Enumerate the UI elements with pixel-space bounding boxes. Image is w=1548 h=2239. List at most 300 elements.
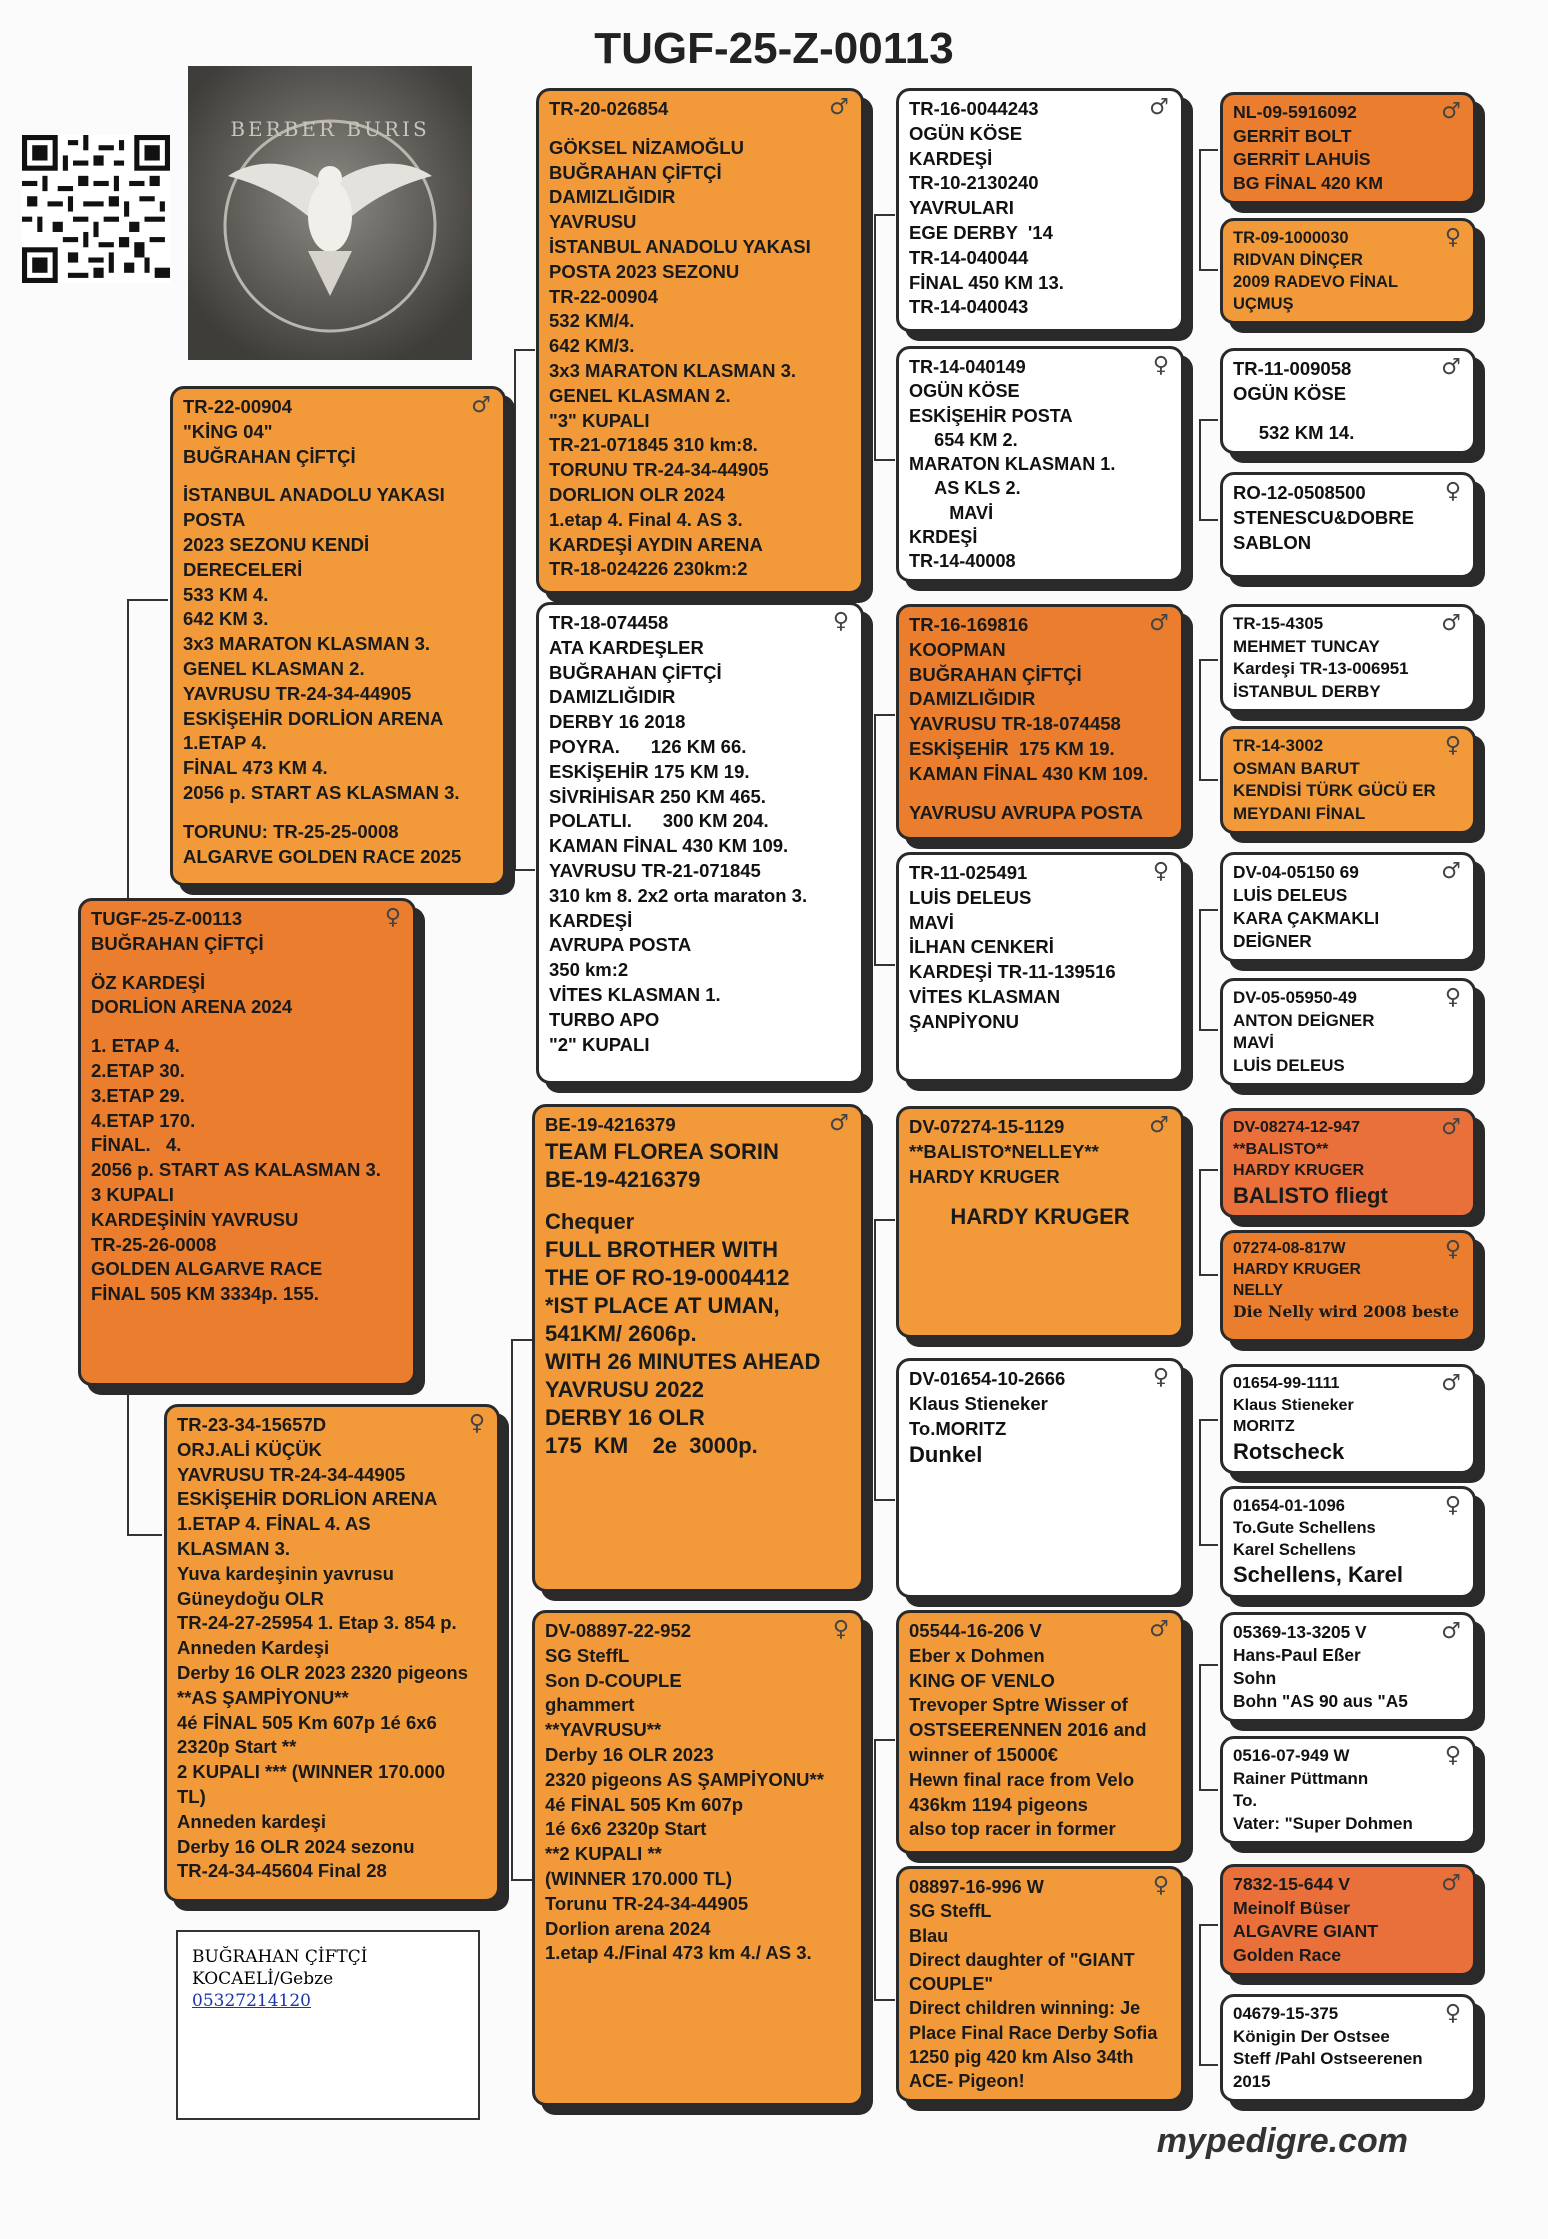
pedigree-line: MARATON KLASMAN 1. xyxy=(909,454,1116,474)
pedigree-line: ESKİŞEHİR DORLİON ARENA xyxy=(183,707,444,729)
female-symbol-icon: ♀ xyxy=(1444,1743,1461,1768)
ring-number: DV-08274-12-947 xyxy=(1233,1118,1361,1136)
pedigree-line xyxy=(91,1020,403,1034)
pedigree-line: BUĞRAHAN ÇİFTÇİ xyxy=(549,161,722,183)
pedigree-line: GÖKSEL NİZAMOĞLU xyxy=(549,136,744,158)
ring-number: TR-11-009058 xyxy=(1233,358,1352,379)
pedigree-line xyxy=(1233,407,1463,421)
qr-code-icon xyxy=(22,135,170,283)
pedigree-line: MAVİ xyxy=(909,911,954,933)
pedigree-line: YAVRUSU TR-24-34-44905 xyxy=(177,1463,406,1485)
pedigree-box-g6[interactable] xyxy=(1220,726,1476,834)
pedigree-line: 350 km:2 xyxy=(549,959,629,981)
pedigree-line: HARDY KRUGER xyxy=(909,1165,1060,1187)
pedigree-line: BUĞRAHAN ÇİFTÇİ xyxy=(909,663,1082,685)
pedigree-line: ORJ.ALİ KÜÇÜK xyxy=(177,1438,322,1460)
pedigree-line: Derby 16 OLR 2023 2320 pigeons xyxy=(177,1661,468,1683)
pedigree-line: 532 KM/4. xyxy=(549,310,635,332)
pedigree-line: 1.ETAP 4. FİNAL 4. AS xyxy=(177,1513,371,1535)
pedigree-line: 2320 pigeons AS ŞAMPİYONU** xyxy=(545,1768,824,1790)
pedigree-line: POSTA 2023 SEZONU xyxy=(549,260,740,282)
ring-number: RO-12-0508500 xyxy=(1233,482,1366,503)
pedigree-line: BUĞRAHAN ÇİFTÇİ xyxy=(549,661,722,683)
pedigree-box-dd[interactable] xyxy=(532,1610,864,2106)
pedigree-line: KENDİSİ TÜRK GÜCÜ ER xyxy=(1233,781,1436,801)
female-symbol-icon: ♀ xyxy=(1444,1237,1461,1262)
pedigree-line: Karel Schellens xyxy=(1233,1541,1356,1560)
pedigree-line: 1. ETAP 4. xyxy=(91,1035,180,1057)
pedigree-line: 2015 xyxy=(1233,2071,1271,2091)
ring-number: 08897-16-996 W xyxy=(909,1877,1044,1897)
pedigree-line: İSTANBUL DERBY xyxy=(1233,681,1381,701)
ring-number: NL-09-5916092 xyxy=(1233,102,1357,122)
pedigree-line: 2 KUPALI *** (WINNER 170.000 xyxy=(177,1761,445,1783)
pedigree-line xyxy=(91,957,403,971)
female-symbol-icon: ♀ xyxy=(384,905,401,930)
pedigree-line: HARDY KRUGER xyxy=(1233,1260,1361,1278)
pedigree-line: Anneden kardeşi xyxy=(177,1810,327,1832)
pedigree-box-g5[interactable] xyxy=(1220,604,1476,712)
pedigree-line: Son D-COUPLE xyxy=(545,1669,682,1691)
ring-number: 7832-15-644 V xyxy=(1233,1874,1351,1894)
pedigree-line: FİNAL. 4. xyxy=(91,1134,182,1156)
pedigree-box-g9[interactable] xyxy=(1220,1108,1476,1218)
pedigree-line: Dunkel xyxy=(909,1442,983,1468)
pedigree-line: BUĞRAHAN ÇİFTÇİ xyxy=(91,932,264,954)
pedigree-line: KRDEŞİ xyxy=(909,526,978,547)
pedigree-line: To.Gute Schellens xyxy=(1233,1519,1376,1538)
pedigree-box-g2[interactable] xyxy=(1220,218,1476,324)
pedigree-line: also top racer in former xyxy=(909,1818,1116,1840)
pedigree-line: VİTES KLASMAN xyxy=(909,985,1061,1007)
connector-subject-dam xyxy=(128,1380,162,1535)
pedigree-line: 642 KM 3. xyxy=(183,608,269,630)
female-symbol-icon: ♀ xyxy=(1152,859,1169,884)
pedigree-line: "KİNG 04" xyxy=(183,420,273,442)
ring-number: DV-01654-10-2666 xyxy=(909,1368,1066,1389)
pedigree-line: To.MORITZ xyxy=(909,1417,1007,1439)
pedigree-line: İSTANBUL ANADOLU YAKASI xyxy=(549,235,811,257)
connector-g1-g2 xyxy=(1200,150,1218,270)
male-symbol-icon: ♂ xyxy=(1441,1619,1461,1644)
pedigree-line: Meinolf Büser xyxy=(1233,1897,1350,1918)
pedigree-line: 3x3 MARATON KLASMAN 3. xyxy=(183,633,431,655)
pedigree-line: YAVRUSU 2022 xyxy=(545,1376,704,1402)
pedigree-line: TORUNU: TR-25-25-0008 xyxy=(183,820,399,842)
pedigree-line: DORLİON ARENA 2024 xyxy=(91,996,293,1018)
pedigree-line: TEAM FLOREA SORIN xyxy=(545,1138,779,1164)
pedigree-line: BG FİNAL 420 KM xyxy=(1233,173,1384,194)
ring-number: TR-11-025491 xyxy=(909,862,1028,883)
male-symbol-icon: ♂ xyxy=(1441,1115,1461,1140)
connector-g3-g4 xyxy=(1200,420,1218,520)
pedigree-line: TR-24-27-25954 1. Etap 3. 854 p. xyxy=(177,1612,457,1634)
ring-number: TR-16-0044243 xyxy=(909,98,1039,119)
pedigree-line: OGÜN KÖSE xyxy=(909,381,1020,402)
pedigree-line: *IST PLACE AT UMAN, xyxy=(545,1292,780,1318)
pedigree-line: SABLON xyxy=(1233,531,1312,553)
pedigree-line: YAVRULARI xyxy=(909,197,1014,219)
pedigree-line: DAMIZLIĞIDIR xyxy=(549,186,676,208)
pedigree-line: DEİGNER xyxy=(1233,931,1312,952)
pedigree-line: TR-22-00904 xyxy=(549,285,659,307)
pedigree-line xyxy=(545,1194,851,1208)
ring-number: TR-14-3002 xyxy=(1233,736,1324,755)
pedigree-line: 4.ETAP 170. xyxy=(91,1109,196,1131)
pedigree-box-sire[interactable] xyxy=(170,386,506,886)
pedigree-box-sss[interactable] xyxy=(896,88,1184,332)
pedigree-line: ghammert xyxy=(545,1694,635,1716)
female-symbol-icon: ♀ xyxy=(1152,1873,1169,1898)
ring-number: 05544-16-206 V xyxy=(909,1620,1042,1641)
pedigree-line: AVRUPA POSTA xyxy=(549,934,692,956)
pedigree-box-g7[interactable] xyxy=(1220,852,1476,962)
pedigree-line: OGÜN KÖSE xyxy=(909,122,1023,144)
pedigree-box-g13[interactable] xyxy=(1220,1612,1476,1722)
ring-number: TR-23-34-15657D xyxy=(177,1414,327,1435)
female-symbol-icon: ♀ xyxy=(1444,985,1461,1010)
pedigree-line: 2009 RADEVO FİNAL xyxy=(1233,273,1399,292)
pedigree-line: DORLION OLR 2024 xyxy=(549,483,725,505)
pedigree-line: **YAVRUSU** xyxy=(545,1719,662,1741)
pedigree-line: 3 KUPALI xyxy=(91,1183,174,1205)
pedigree-line: SİVRİHİSAR 250 KM 465. xyxy=(549,785,766,807)
pedigree-box-g15[interactable] xyxy=(1220,1864,1476,1976)
pedigree-line: Golden Race xyxy=(1233,1945,1342,1966)
ring-number: DV-08897-22-952 xyxy=(545,1620,692,1641)
pedigree-line: TORUNU TR-24-34-44905 xyxy=(549,459,769,481)
ring-number: TR-14-040149 xyxy=(909,357,1026,377)
pedigree-line: 1250 pig 420 km Also 34th xyxy=(909,2046,1134,2067)
male-symbol-icon: ♂ xyxy=(1441,355,1461,380)
eagle-emblem-icon xyxy=(188,66,472,360)
pedigree-box-sdd[interactable] xyxy=(896,852,1184,1082)
ring-number: 04679-15-375 xyxy=(1233,2004,1339,2023)
pedigree-line: YAVRUSU TR-24-34-44905 xyxy=(183,682,412,704)
pedigree-box-g4[interactable] xyxy=(1220,472,1476,578)
female-symbol-icon: ♀ xyxy=(832,1617,849,1642)
connector-dam-dd xyxy=(512,1535,532,1880)
pedigree-line: winner of 15000€ xyxy=(909,1743,1059,1765)
pedigree-line: 3.ETAP 29. xyxy=(91,1084,185,1106)
ring-number: TR-20-026854 xyxy=(549,98,669,119)
brand-logo[interactable]: mypedigre.com xyxy=(1156,2122,1408,2160)
pedigree-line: STENESCU&DOBRE xyxy=(1233,506,1414,528)
pedigree-box-g16[interactable] xyxy=(1220,1994,1476,2102)
female-symbol-icon: ♀ xyxy=(832,609,849,634)
pedigree-line: GOLDEN ALGARVE RACE xyxy=(91,1258,323,1280)
pedigree-line: LUİS DELEUS xyxy=(1233,1055,1345,1075)
pedigree-line: Chequer xyxy=(545,1208,635,1234)
pedigree-line: OSTSEERENNEN 2016 and xyxy=(909,1719,1147,1741)
pedigree-line: TR-14-40008 xyxy=(909,551,1016,571)
male-symbol-icon: ♂ xyxy=(829,1111,849,1136)
ring-number: TUGF-25-Z-00113 xyxy=(91,908,243,929)
pedigree-line: 310 km 8. 2x2 orta maraton 3. xyxy=(549,884,808,906)
pedigree-line: 436km 1194 pigeons xyxy=(909,1793,1088,1815)
pedigree-line: Die Nelly wird 2008 beste xyxy=(1233,1301,1460,1321)
ring-number: DV-04-05150 69 xyxy=(1233,862,1359,882)
connector-g5-g6 xyxy=(1200,660,1218,780)
pedigree-line: NELLY xyxy=(1233,1281,1283,1299)
pedigree-line: HARDY KRUGER xyxy=(1233,1161,1365,1179)
pedigree-box-ss[interactable] xyxy=(536,88,864,594)
male-symbol-icon: ♂ xyxy=(829,95,849,120)
pedigree-box-dss[interactable] xyxy=(896,1106,1184,1338)
pedigree-line: TURBO APO xyxy=(549,1008,660,1030)
pedigree-line: YAVRUSU xyxy=(549,211,637,233)
pedigree-line: WITH 26 MINUTES AHEAD xyxy=(545,1348,821,1374)
pedigree-line: TL) xyxy=(177,1785,206,1807)
pedigree-line: KARA ÇAKMAKLI xyxy=(1233,908,1380,929)
logo-text: BERBER BURIS xyxy=(230,117,430,141)
pedigree-line: SG SteffL xyxy=(545,1644,630,1666)
male-symbol-icon: ♂ xyxy=(1441,611,1461,636)
pedigree-line: İLHAN CENKERİ xyxy=(909,936,1054,958)
pedigree-line: FİNAL 505 KM 3334p. 155. xyxy=(91,1283,319,1305)
pedigree-line: Güneydoğu OLR xyxy=(177,1587,324,1609)
pedigree-line: Klaus Stieneker xyxy=(909,1392,1048,1414)
pedigree-box-ds[interactable] xyxy=(532,1104,864,1592)
pedigree-line: TR-14-040043 xyxy=(909,296,1029,318)
pedigree-line: 642 KM/3. xyxy=(549,335,635,357)
female-symbol-icon: ♀ xyxy=(468,1411,485,1436)
pedigree-line: Steff /Pahl Ostseerenen xyxy=(1233,2049,1423,2069)
ring-number: 05369-13-3205 V xyxy=(1233,1622,1367,1642)
pedigree-line xyxy=(183,806,493,820)
male-symbol-icon: ♂ xyxy=(1149,611,1169,636)
pedigree-line: 3x3 MARATON KLASMAN 3. xyxy=(549,359,797,381)
pedigree-line: ACE- Pigeon! xyxy=(909,2071,1025,2091)
pedigree-line: BE-19-4216379 xyxy=(545,1166,701,1192)
pedigree-line: TR-21-071845 310 km:8. xyxy=(549,434,758,456)
pedigree-line: POYRA. 126 KM 66. xyxy=(549,735,747,757)
ring-number: TR-22-00904 xyxy=(183,396,293,417)
pedigree-line: Anneden Kardeşi xyxy=(177,1637,330,1659)
pedigree-line: RIDVAN DİNÇER xyxy=(1233,251,1363,270)
pedigree-line: "2" KUPALI xyxy=(549,1033,650,1055)
pedigree-line: 1.ETAP 4. xyxy=(183,732,267,754)
pedigree-line xyxy=(909,1189,1171,1203)
pedigree-line: DERBY 16 2018 xyxy=(549,711,686,733)
pedigree-line: (WINNER 170.000 TL) xyxy=(545,1867,733,1889)
female-symbol-icon: ♀ xyxy=(1152,353,1169,378)
pedigree-line: 541KM/ 2606p. xyxy=(545,1320,697,1346)
pedigree-line: 2056 p. START AS KLASMAN 3. xyxy=(183,781,460,803)
male-symbol-icon: ♂ xyxy=(1149,95,1169,120)
pedigree-line: Bohn "AS 90 aus "A5 xyxy=(1233,1691,1408,1712)
pedigree-line: Kardeşi TR-13-006951 xyxy=(1233,659,1409,679)
pedigree-line: KARDEŞİ AYDIN ARENA xyxy=(549,533,763,555)
pedigree-line: LUİS DELEUS xyxy=(1233,885,1348,906)
female-symbol-icon: ♀ xyxy=(1444,479,1461,504)
pedigree-title: TUGF-25-Z-00113 xyxy=(594,24,954,73)
connector-ds-children xyxy=(875,1220,895,1500)
pedigree-line: ANTON DEİGNER xyxy=(1233,1010,1375,1030)
pedigree-line: MEYDANI FİNAL xyxy=(1233,803,1366,823)
ring-number: BE-19-4216379 xyxy=(545,1114,676,1135)
connector-sire-sd xyxy=(515,630,535,870)
pedigree-line: POSTA xyxy=(183,509,246,531)
pedigree-line: FİNAL 473 KM 4. xyxy=(183,757,328,779)
female-symbol-icon: ♀ xyxy=(1444,733,1461,758)
pedigree-box-g3[interactable] xyxy=(1220,348,1476,454)
pedigree-line: YAVRUSU TR-18-074458 xyxy=(909,713,1121,735)
pedigree-line: FİNAL 450 KM 13. xyxy=(909,271,1064,293)
pedigree-line: Rotscheck xyxy=(1233,1438,1345,1464)
pedigree-line: KAMAN FİNAL 430 KM 109. xyxy=(549,835,789,857)
pedigree-box-g11[interactable] xyxy=(1220,1364,1476,1474)
pedigree-line: SG SteffL xyxy=(909,1901,992,1922)
pedigree-line: GERRİT BOLT xyxy=(1233,125,1352,146)
ring-number: DV-05-05950-49 xyxy=(1233,988,1357,1007)
pedigree-line: ATA KARDEŞLER xyxy=(549,636,704,658)
pedigree-line: DERBY 16 OLR xyxy=(545,1404,705,1430)
connector-sd-children xyxy=(875,715,895,965)
pedigree-line: Hans-Paul Eßer xyxy=(1233,1645,1361,1666)
pedigree-box-g12[interactable] xyxy=(1220,1486,1476,1598)
pedigree-line: YAVRUSU AVRUPA POSTA xyxy=(909,801,1144,823)
qr-code[interactable] xyxy=(22,135,170,283)
ring-number: TR-16-169816 xyxy=(909,614,1029,635)
pedigree-line: Vater: "Super Dohmen xyxy=(1233,1813,1413,1833)
owner-city: KOCAELİ/Gebze xyxy=(192,1969,334,1989)
pedigree-line: OGÜN KÖSE xyxy=(1233,382,1347,404)
ring-number: TR-18-074458 xyxy=(549,612,669,633)
pedigree-line xyxy=(909,787,1171,801)
pedigree-line: Torunu TR-24-34-44905 xyxy=(545,1892,749,1914)
pedigree-box-ddd[interactable] xyxy=(896,1866,1184,2102)
pedigree-line: KARDEŞİ xyxy=(549,909,633,931)
pedigree-box-g14[interactable] xyxy=(1220,1736,1476,1844)
pedigree-line: BUĞRAHAN ÇİFTÇİ xyxy=(183,445,356,467)
male-symbol-icon: ♂ xyxy=(1441,1871,1461,1896)
pedigree-line: Yuva kardeşinin yavrusu xyxy=(177,1562,394,1584)
pedigree-line: ALGARVE GOLDEN RACE 2025 xyxy=(183,845,462,867)
pedigree-box-g1[interactable] xyxy=(1220,92,1476,204)
connector-sire-ss xyxy=(515,350,535,630)
pedigree-line: 4é FİNAL 505 Km 607p 1é 6x6 xyxy=(177,1711,437,1733)
pedigree-line: OSMAN BARUT xyxy=(1233,758,1360,778)
pedigree-box-dds[interactable] xyxy=(896,1610,1184,1854)
connector-ss-children xyxy=(875,215,895,460)
male-symbol-icon: ♂ xyxy=(1441,859,1461,884)
pedigree-line: Schellens, Karel xyxy=(1233,1562,1403,1588)
pedigree-line: ESKİŞEHİR 175 KM 19. xyxy=(909,737,1115,759)
pedigree-line: 2.ETAP 30. xyxy=(91,1059,185,1081)
pedigree-line: TR-25-26-0008 xyxy=(91,1233,217,1255)
pedigree-line: Derby 16 OLR 2024 sezonu xyxy=(177,1835,415,1857)
pedigree-line: 1é 6x6 2320p Start xyxy=(545,1818,707,1840)
pedigree-line: GENEL KLASMAN 2. xyxy=(183,657,365,679)
pedigree-line: ÖZ KARDEŞİ xyxy=(91,971,206,993)
pedigree-line: ALGAVRE GIANT xyxy=(1233,1921,1379,1942)
male-symbol-icon: ♂ xyxy=(1149,1113,1169,1138)
pedigree-line: AS KLS 2. xyxy=(909,478,1021,499)
owner-name: BUĞRAHAN ÇİFTÇİ xyxy=(192,1947,368,1967)
pedigree-line: BALISTO fliegt xyxy=(1233,1182,1388,1208)
owner-card xyxy=(176,1930,480,2120)
pedigree-line: KARDEŞİ TR-11-139516 xyxy=(909,961,1116,983)
pedigree-line: TR-10-2130240 xyxy=(909,172,1039,194)
pedigree-line: İSTANBUL ANADOLU YAKASI xyxy=(183,484,445,506)
connector-subject-sire xyxy=(128,600,168,900)
pedigree-line: MORITZ xyxy=(1233,1417,1295,1435)
pedigree-line: KARDEŞİ xyxy=(909,147,993,169)
pedigree-line: GERRİT LAHUİS xyxy=(1233,149,1371,170)
pedigree-line: **BALISTO** xyxy=(1233,1139,1329,1158)
pedigree-line: 2056 p. START AS KALASMAN 3. xyxy=(91,1159,381,1181)
ring-number: TR-15-4305 xyxy=(1233,614,1324,633)
pedigree-line: **BALISTO*NELLEY** xyxy=(909,1140,1099,1162)
pedigree-line: UÇMUŞ xyxy=(1233,295,1294,314)
pedigree-line: 2320p Start ** xyxy=(177,1736,297,1758)
ring-number: 01654-99-1111 xyxy=(1233,1374,1340,1392)
pedigree-box-subject[interactable] xyxy=(78,898,416,1386)
pedigree-box-g8[interactable] xyxy=(1220,978,1476,1086)
pedigree-line: MAVİ xyxy=(909,502,994,523)
pedigree-line: Derby 16 OLR 2023 xyxy=(545,1743,714,1765)
male-symbol-icon: ♂ xyxy=(471,393,491,418)
pedigree-box-sds[interactable] xyxy=(896,604,1184,840)
pedigree-line: 4é FİNAL 505 Km 607p xyxy=(545,1793,744,1815)
pedigree-line: 175 KM 2e 3000p. xyxy=(545,1432,758,1458)
pedigree-line: TR-18-024226 230km:2 xyxy=(549,558,748,580)
pedigree-line: DAMIZLIĞIDIR xyxy=(909,688,1036,710)
pedigree-line: MEHMET TUNCAY xyxy=(1233,636,1380,656)
pedigree-line: THE OF RO-19-0004412 xyxy=(545,1264,790,1290)
female-symbol-icon: ♀ xyxy=(1444,1493,1461,1518)
pedigree-line: Direct children winning: Je xyxy=(909,1998,1141,2019)
pedigree-box-dsd[interactable] xyxy=(896,1358,1184,1598)
female-symbol-icon: ♀ xyxy=(1444,2001,1461,2026)
pedigree-line: Königin Der Ostsee xyxy=(1233,2026,1390,2046)
pedigree-line: DAMIZLIĞIDIR xyxy=(549,686,676,708)
male-symbol-icon: ♂ xyxy=(1149,1617,1169,1642)
pedigree-box-sd[interactable] xyxy=(536,602,864,1084)
ring-number: 01654-01-1096 xyxy=(1233,1497,1345,1515)
pedigree-line: Eber x Dohmen xyxy=(909,1644,1045,1666)
pedigree-line: To. xyxy=(1233,1791,1258,1811)
pedigree-line: **2 KUPALI ** xyxy=(545,1843,662,1865)
pedigree-line: KARDEŞİNİN YAVRUSU xyxy=(91,1208,299,1230)
pedigree-line: Klaus Stieneker xyxy=(1233,1395,1354,1414)
pedigree-box-g10[interactable] xyxy=(1220,1230,1476,1342)
pedigree-box-ssd[interactable] xyxy=(896,346,1184,582)
connector-g11-g12 xyxy=(1200,1420,1218,1545)
pedigree-line: TR-14-040044 xyxy=(909,246,1029,268)
pedigree-line: Dorlion arena 2024 xyxy=(545,1917,711,1939)
pedigree-line: HARDY KRUGER xyxy=(950,1204,1130,1230)
pedigree-line: COUPLE" xyxy=(909,1974,993,1994)
pedigree-line xyxy=(549,122,851,136)
female-symbol-icon: ♀ xyxy=(1444,225,1461,250)
pedigree-line: VİTES KLASMAN 1. xyxy=(549,983,721,1005)
pedigree-box-dam[interactable] xyxy=(164,1404,500,1902)
pedigree-line: ESKİŞEHİR POSTA xyxy=(909,405,1073,426)
pedigree-line: GENEL KLASMAN 2. xyxy=(549,384,731,406)
loft-logo-photo xyxy=(188,66,472,360)
pedigree-line: 533 KM 4. xyxy=(183,583,269,605)
ring-number: DV-07274-15-1129 xyxy=(909,1116,1065,1137)
pedigree-line: KOOPMAN xyxy=(909,638,1006,660)
pedigree-line: Trevoper Sptre Wisser of xyxy=(909,1694,1128,1716)
owner-phone-link[interactable]: 05327214120 xyxy=(192,1991,311,2011)
female-symbol-icon: ♀ xyxy=(1152,1365,1169,1390)
pedigree-line: LUİS DELEUS xyxy=(909,886,1032,908)
pedigree-line: 532 KM 14. xyxy=(1233,421,1355,443)
pedigree-line: 1.etap 4./Final 473 km 4./ AS 3. xyxy=(545,1942,812,1964)
